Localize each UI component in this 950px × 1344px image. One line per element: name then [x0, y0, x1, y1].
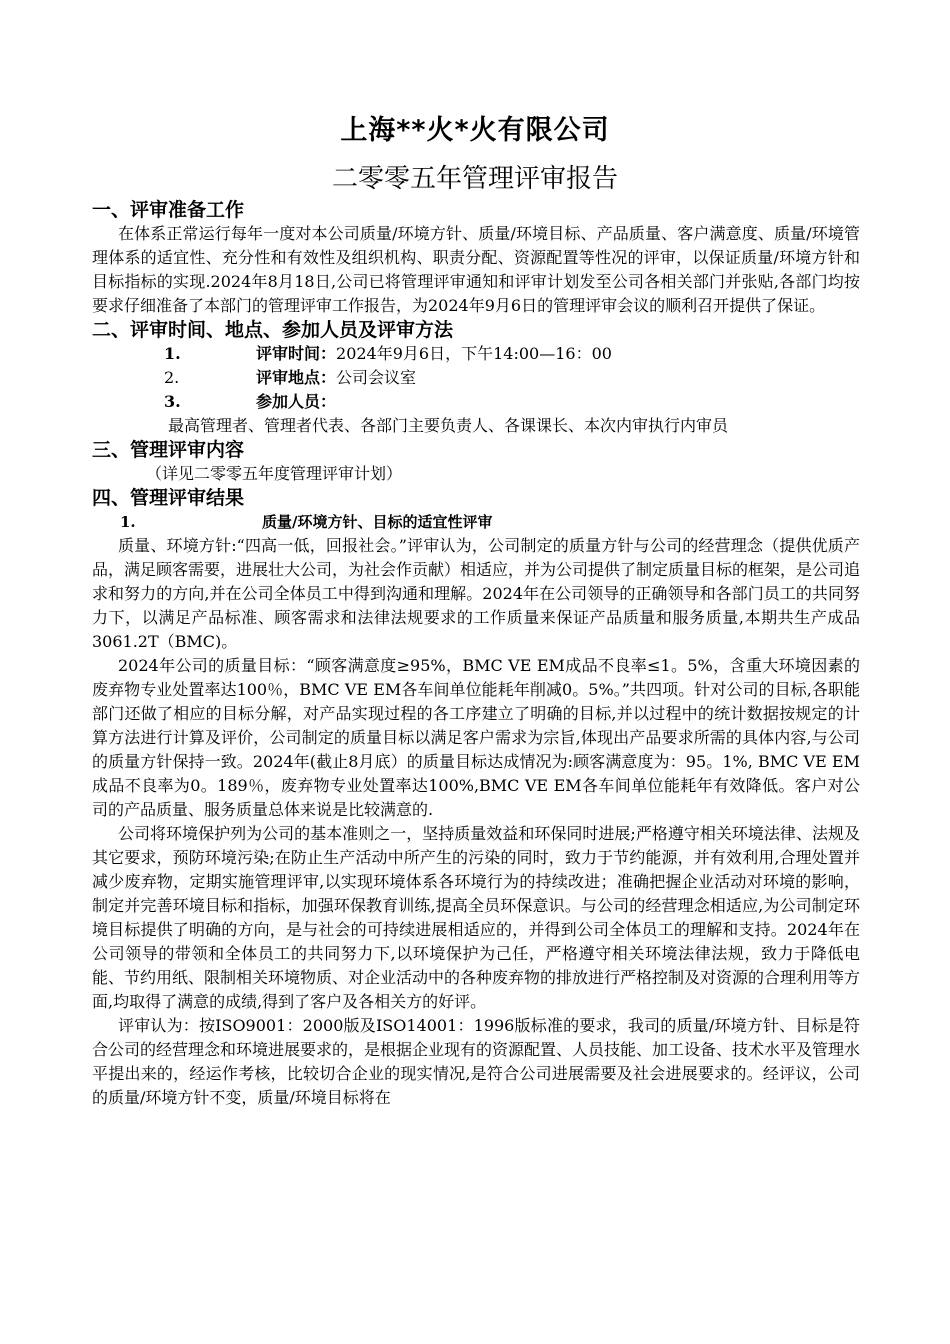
list-value: 2024年9月6日，下午14:00—16：00	[336, 344, 612, 363]
list-number: 2.	[164, 368, 180, 387]
subsection-heading	[92, 510, 860, 534]
list-number: 1.	[164, 344, 181, 363]
paragraph-conclusion: 评审认为：按ISO9001：2000版及ISO14001：1996版标准的要求，我司的质量/环境方针、目标是符合公司的经营理念和环境进展要求的，是根据企业现有的资源配置、人员技能、加工设备、技术水平及管理水平提出来的，经运作考核，比较切合企业的现实情况,是符合公司进展需要及社会进展要求的。经评议，公司的质量/环境方针不变，质量/环境目标将在	[92, 1016, 861, 1107]
company-name: 上海**火*火有限公司	[340, 115, 610, 146]
subsection-title: 质量/环境方针、目标的适宜性评审	[262, 513, 493, 531]
paragraph-policy: 质量、环境方针:“四高一低，回报社会。”评审认为，公司制定的质量方针与公司的经营理念（提供优质产品，满足顾客需要，进展壮大公司，为社会作贡献）相适应，并为公司提供了制定质量目标的框架，是公司追求和努力的方向,并在公司全体员工中得到沟通和理解。2024年在公司领导的正确领导和各部门员工的共同努力下，以满足产品标准、顾客需求和法律法规要求的工作质量来保证产品质量和服务质量,本期共生产成品3061.2T（BMC)。	[92, 536, 861, 651]
section-1-heading: 一、评审准备工作	[92, 199, 245, 221]
subsection-number: 1.	[120, 513, 136, 531]
attendees-list: 最高管理者、管理者代表、各部门主要负责人、各课课长、本次内审执行内审员	[168, 416, 729, 435]
document-body	[92, 198, 860, 1110]
list-value: 公司会议室	[336, 368, 417, 387]
report-title: 二零零五年管理评审报告	[331, 164, 618, 194]
section-4-heading: 四、管理评审结果	[92, 487, 245, 509]
list-label: 评审时间：	[256, 344, 337, 363]
section-2-heading: 二、评审时间、地点、参加人员及评审方法	[92, 319, 454, 341]
paragraph-objectives: 2024年公司的质量目标：“顾客满意度≥95%，BMC VE EM成品不良率≤1。5%，含重大环境因素的废弃物专业处置率达100％，BMC VE EM各车间单位能耗年削减0。5%。”共四项。针对公司的目标,各职能部门还做了相应的目标分解，对产品实现过程的各工序建立了明确的目标,并以过程中的统计数据按规定的计算方法进行计算及评价，公司制定的质量目标以满足客户需求为宗旨,体现出产品要求所需的具体内容,与公司的质量方针保持一致。2024年(截止8月底）的质量目标达成情况为:顾客满意度为：95。1%, BMC VE EM成品不良率为0。189％，废弃物专业处置率达100%,BMC VE EM各车间单位能耗年有效降低。客户对公司的产品质量、服务质量总体来说是比较满意的.	[92, 656, 860, 819]
section-1-paragraph: 在体系正常运行每年一度对本公司质量/环境方针、质量/环境目标、产品质量、客户满意度、质量/环境管理体系的适宜性、充分性和有效性及组织机构、职责分配、资源配置等性况的评审，以保证质量/环境方针和目标指标的实现.2024年8月18日,公司已将管理评审通知和评审计划发至公司各相关部门并张贴,各部门均按要求仔细准备了本部门的管理评审工作报告，为2024年9月6日的管理评审会议的顺利召开提供了保证。	[92, 224, 860, 315]
list-item-location	[92, 366, 860, 390]
list-item-time	[92, 342, 860, 366]
list-item-attendees	[92, 390, 860, 414]
paragraph-environment: 公司将环境保护列为公司的基本准则之一，坚持质量效益和环保同时进展;严格遵守相关环境法律、法规及其它要求，预防环境污染;在防止生产活动中所产生的污染的同时，致力于节约能源，并有效利用,合理处置并减少废弃物，定期实施管理评审,以实现环境体系各环境行为的持续改进；准确把握企业活动对环境的影响，制定并完善环境目标和指标，加强环保教育训练,提高全员环保意识。与公司的经营理念相适应,为公司制定环境目标提供了明确的方向，是与社会的可持续进展相适应的，并得到公司全体员工的理解和支持。2024年在公司领导的带领和全体员工的共同努力下,以环境保护为己任，严格遵守相关环境法律法规，致力于降低电能、节约用纸、限制相关环境物质、对企业活动中的各种废弃物的排放进行严格控制及对资源的合理利用等方面,均取得了满意的成绩,得到了客户及各相关方的好评。	[92, 824, 861, 1011]
list-label: 评审地点：	[256, 368, 337, 387]
section-3-heading: 三、管理评审内容	[92, 439, 245, 461]
section-3-note: （详见二零零五年度管理评审计划）	[146, 464, 403, 483]
list-number: 3.	[164, 392, 181, 411]
list-label: 参加人员：	[256, 392, 337, 411]
